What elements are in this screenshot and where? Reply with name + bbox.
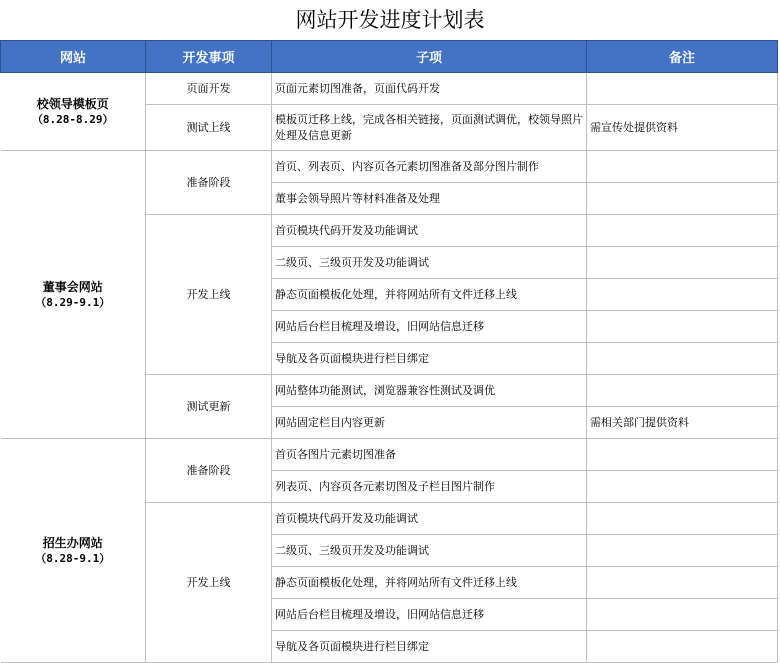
header-site: 网站 xyxy=(1,41,146,73)
header-sub: 子项 xyxy=(272,41,587,73)
note-cell xyxy=(587,279,778,311)
site-name: 招生办网站 xyxy=(42,535,103,550)
note-cell: 需宣传处提供资料 xyxy=(587,105,778,151)
subitem-cell: 静态页面模板化处理，并将网站所有文件迁移上线 xyxy=(272,567,587,599)
note-cell xyxy=(587,343,778,375)
task-cell: 测试更新 xyxy=(146,375,272,439)
table-row xyxy=(1,439,778,471)
note-cell xyxy=(587,151,778,183)
subitem-cell: 模板页迁移上线，完成各相关链接，页面测试调优，校领导照片处理及信息更新 xyxy=(272,105,587,151)
page-title: 网站开发进度计划表 xyxy=(295,8,485,32)
subitem-cell: 首页、列表页、内容页各元素切图准备及部分图片制作 xyxy=(272,151,587,183)
table-row xyxy=(1,151,778,183)
task-cell: 测试上线 xyxy=(146,105,272,151)
note-cell xyxy=(587,215,778,247)
subitem-cell: 网站后台栏目梳理及增设，旧网站信息迁移 xyxy=(272,599,587,631)
task-cell: 开发上线 xyxy=(146,503,272,663)
note-cell xyxy=(587,599,778,631)
note-cell xyxy=(587,535,778,567)
site-name: 校领导模板页 xyxy=(36,96,109,111)
subitem-cell: 页面元素切图准备，页面代码开发 xyxy=(272,73,587,105)
subitem-cell: 二级页、三级页开发及功能调试 xyxy=(272,535,587,567)
note-cell xyxy=(587,247,778,279)
task-cell: 准备阶段 xyxy=(146,151,272,215)
site-cell xyxy=(1,439,146,663)
subitem-cell: 首页模块代码开发及功能调试 xyxy=(272,215,587,247)
note-cell xyxy=(587,73,778,105)
subitem-cell: 二级页、三级页开发及功能调试 xyxy=(272,247,587,279)
header-row xyxy=(1,41,778,73)
site-dates: （8.29-9.1） xyxy=(35,295,111,309)
task-cell: 页面开发 xyxy=(146,73,272,105)
schedule-table xyxy=(0,40,778,663)
site-cell xyxy=(1,151,146,439)
note-cell: 需相关部门提供资料 xyxy=(587,407,778,439)
header-task: 开发事项 xyxy=(146,41,272,73)
note-cell xyxy=(587,567,778,599)
task-cell: 开发上线 xyxy=(146,215,272,375)
site-cell xyxy=(1,73,146,151)
note-cell xyxy=(587,375,778,407)
header-note: 备注 xyxy=(587,41,778,73)
note-cell xyxy=(587,631,778,663)
subitem-cell: 首页模块代码开发及功能调试 xyxy=(272,503,587,535)
subitem-cell: 董事会领导照片等材料准备及处理 xyxy=(272,183,587,215)
subitem-cell: 首页各图片元素切图准备 xyxy=(272,439,587,471)
note-cell xyxy=(587,183,778,215)
note-cell xyxy=(587,471,778,503)
note-cell xyxy=(587,311,778,343)
subitem-cell: 列表页、内容页各元素切图及子栏目图片制作 xyxy=(272,471,587,503)
site-dates: （8.28-9.1） xyxy=(35,551,111,565)
subitem-cell: 导航及各页面模块进行栏目绑定 xyxy=(272,631,587,663)
subitem-cell: 静态页面模板化处理，并将网站所有文件迁移上线 xyxy=(272,279,587,311)
table-row xyxy=(1,73,778,105)
site-name: 董事会网站 xyxy=(42,279,103,294)
subitem-cell: 网站整体功能测试，浏览器兼容性测试及调优 xyxy=(272,375,587,407)
subitem-cell: 网站固定栏目内容更新 xyxy=(272,407,587,439)
subitem-cell: 网站后台栏目梳理及增设，旧网站信息迁移 xyxy=(272,311,587,343)
note-cell xyxy=(587,439,778,471)
task-cell: 准备阶段 xyxy=(146,439,272,503)
subitem-cell: 导航及各页面模块进行栏目绑定 xyxy=(272,343,587,375)
site-dates: （8.28-8.29） xyxy=(31,112,114,126)
note-cell xyxy=(587,503,778,535)
